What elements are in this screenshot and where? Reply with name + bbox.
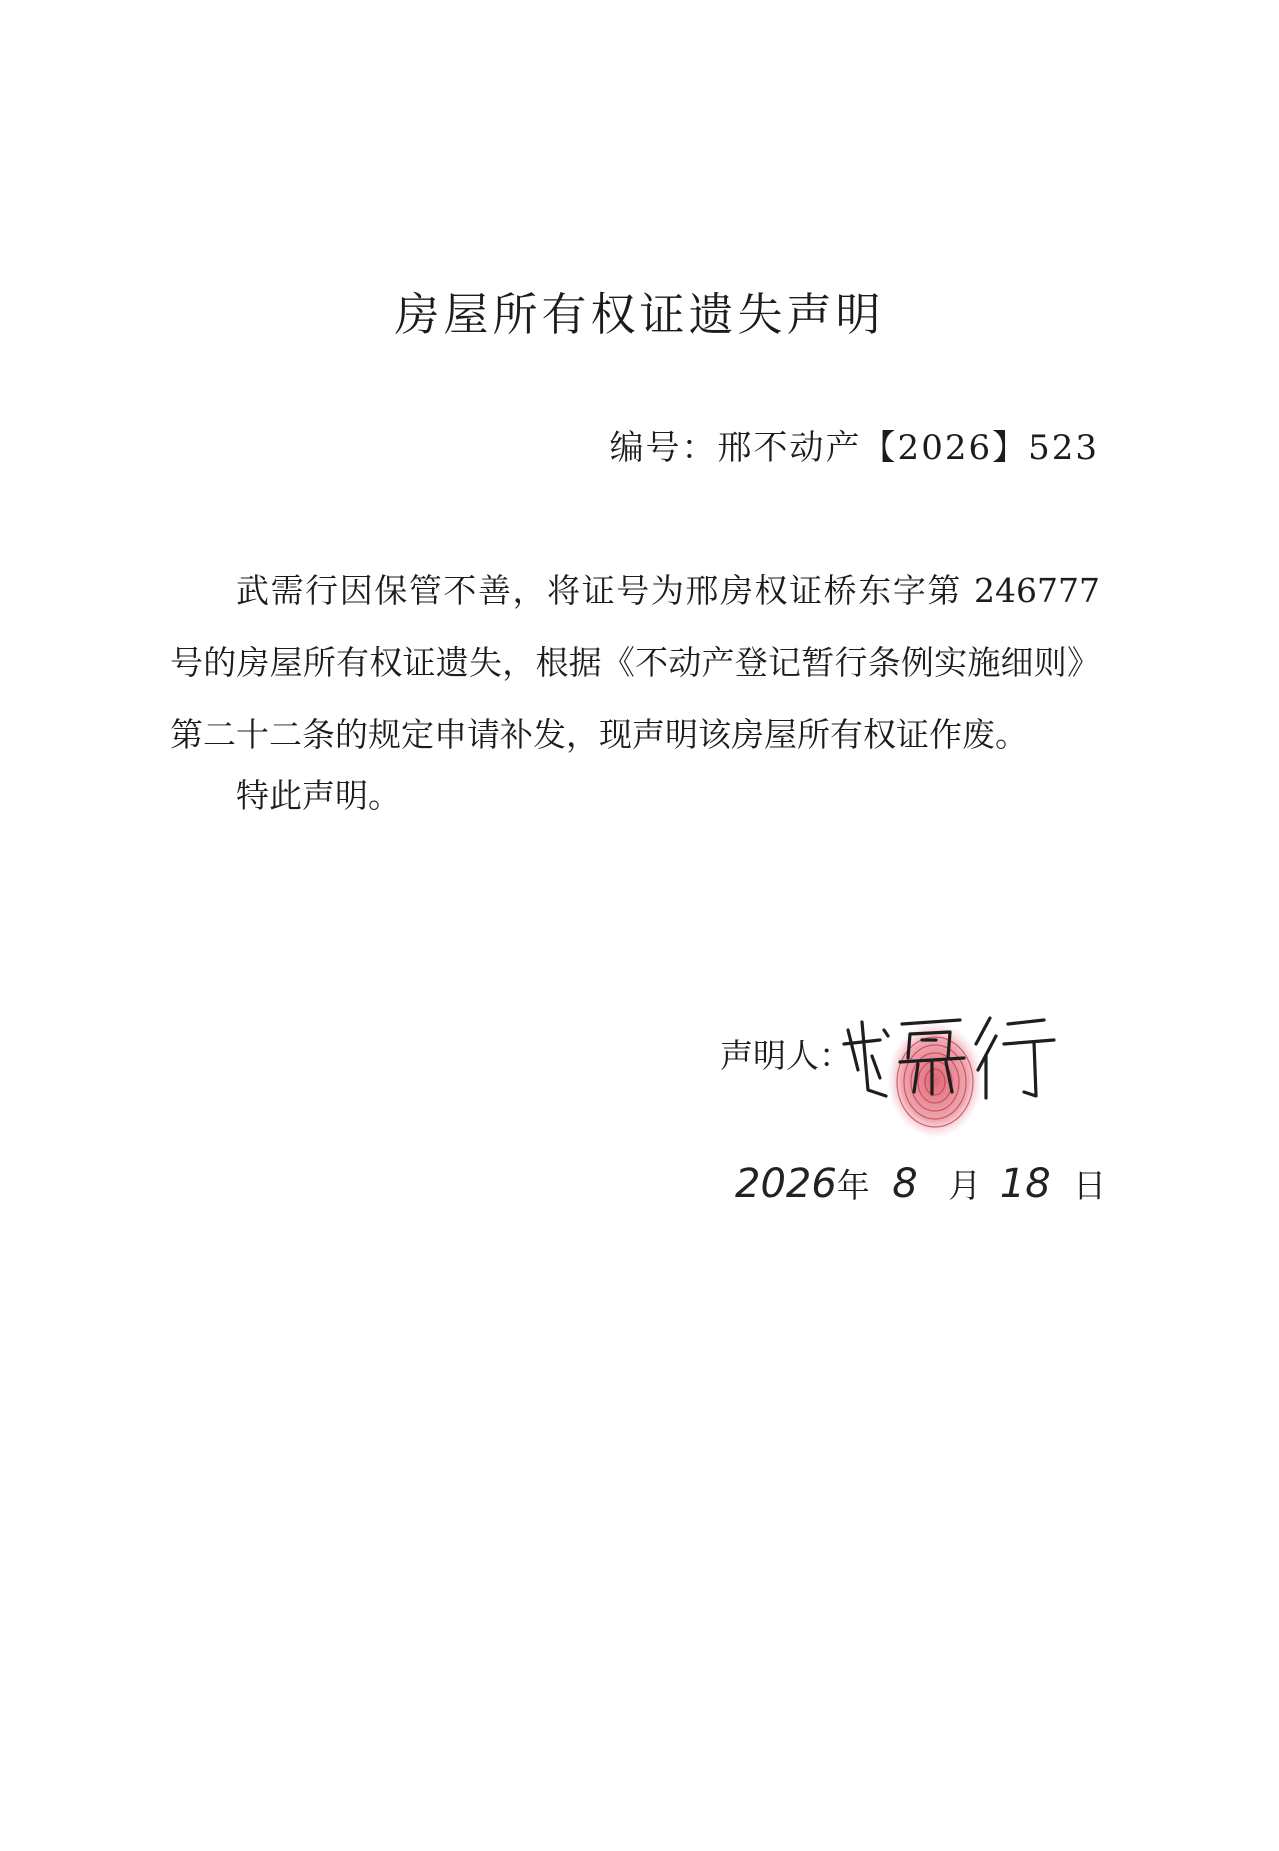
document-title: 房屋所有权证遗失声明 [394,288,885,341]
date-day: 18 [999,1161,1051,1207]
signer-label: 声明人： [720,1036,852,1075]
closing-statement: 特此声明。 [236,776,401,815]
date-month-suffix: 月 [948,1166,982,1205]
signer-block [720,1000,1040,1120]
signature-with-fingerprint [840,1000,1070,1150]
date-block [735,1160,1106,1207]
date-year: 2026 [735,1161,837,1207]
date-month: 8 [892,1161,918,1207]
document-number: 编号：邢不动产【2026】523 [609,428,1099,468]
date-year-suffix: 年 [836,1166,870,1205]
date-day-suffix: 日 [1073,1166,1107,1205]
declaration-body: 武需行因保管不善，将证号为邢房权证桥东字第 246777 号的房屋所有权证遗失，根据《不动产登记暂行条例实施细则》第二十二条的规定申请补发，现声明该房屋所有权证作废。 [170,571,1100,754]
